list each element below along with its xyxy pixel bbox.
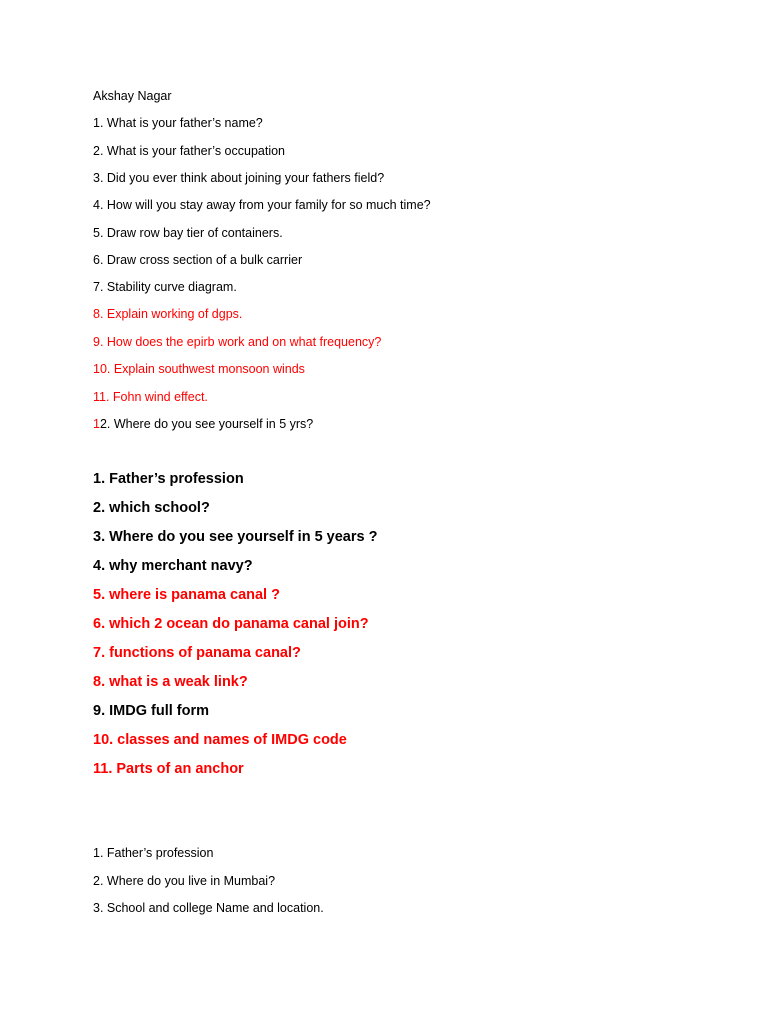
question-item-highlighted: 11. Parts of an anchor <box>93 761 244 777</box>
question-item: 5. Draw row bay tier of containers. <box>93 226 283 240</box>
question-item-highlighted: 5. where is panama canal ? <box>93 587 280 603</box>
question-item-highlighted: 10. Explain southwest monsoon winds <box>93 362 305 376</box>
question-item-highlighted: 7. functions of panama canal? <box>93 645 301 661</box>
question-item: 9. IMDG full form <box>93 703 209 719</box>
question-item: 7. Stability curve diagram. <box>93 280 237 294</box>
question-item: 1. Father’s profession <box>93 846 214 860</box>
question-item: 3. School and college Name and location. <box>93 901 324 915</box>
question-item-highlighted: 11. Fohn wind effect. <box>93 390 208 404</box>
question-item: 2. Where do you live in Mumbai? <box>93 874 276 888</box>
question-item: 4. why merchant navy? <box>93 558 253 574</box>
question-item: 1. What is your father’s name? <box>93 116 263 130</box>
question-item-highlighted: 9. How does the epirb work and on what frequency? <box>93 335 382 349</box>
question-item <box>93 416 313 432</box>
question-text: 2. Where do you see yourself in 5 yrs? <box>99 417 314 431</box>
question-item: 3. Where do you see yourself in 5 years ? <box>93 529 378 545</box>
question-item-highlighted: 8. what is a weak link? <box>93 674 248 690</box>
question-item: 1. Father’s profession <box>93 471 244 487</box>
question-item: 2. What is your father’s occupation <box>93 144 285 158</box>
question-item-highlighted: 6. which 2 ocean do panama canal join? <box>93 616 369 632</box>
question-item-highlighted: 10. classes and names of IMDG code <box>93 732 347 748</box>
question-item: 3. Did you ever think about joining your fathers field? <box>93 171 385 185</box>
author-name: Akshay Nagar <box>93 89 172 103</box>
question-item-highlighted: 8. Explain working of dgps. <box>93 307 243 321</box>
question-item: 2. which school? <box>93 500 210 516</box>
question-number-prefix: 1 <box>93 417 100 431</box>
question-item: 4. How will you stay away from your family for so much time? <box>93 198 431 212</box>
question-item: 6. Draw cross section of a bulk carrier <box>93 253 303 267</box>
